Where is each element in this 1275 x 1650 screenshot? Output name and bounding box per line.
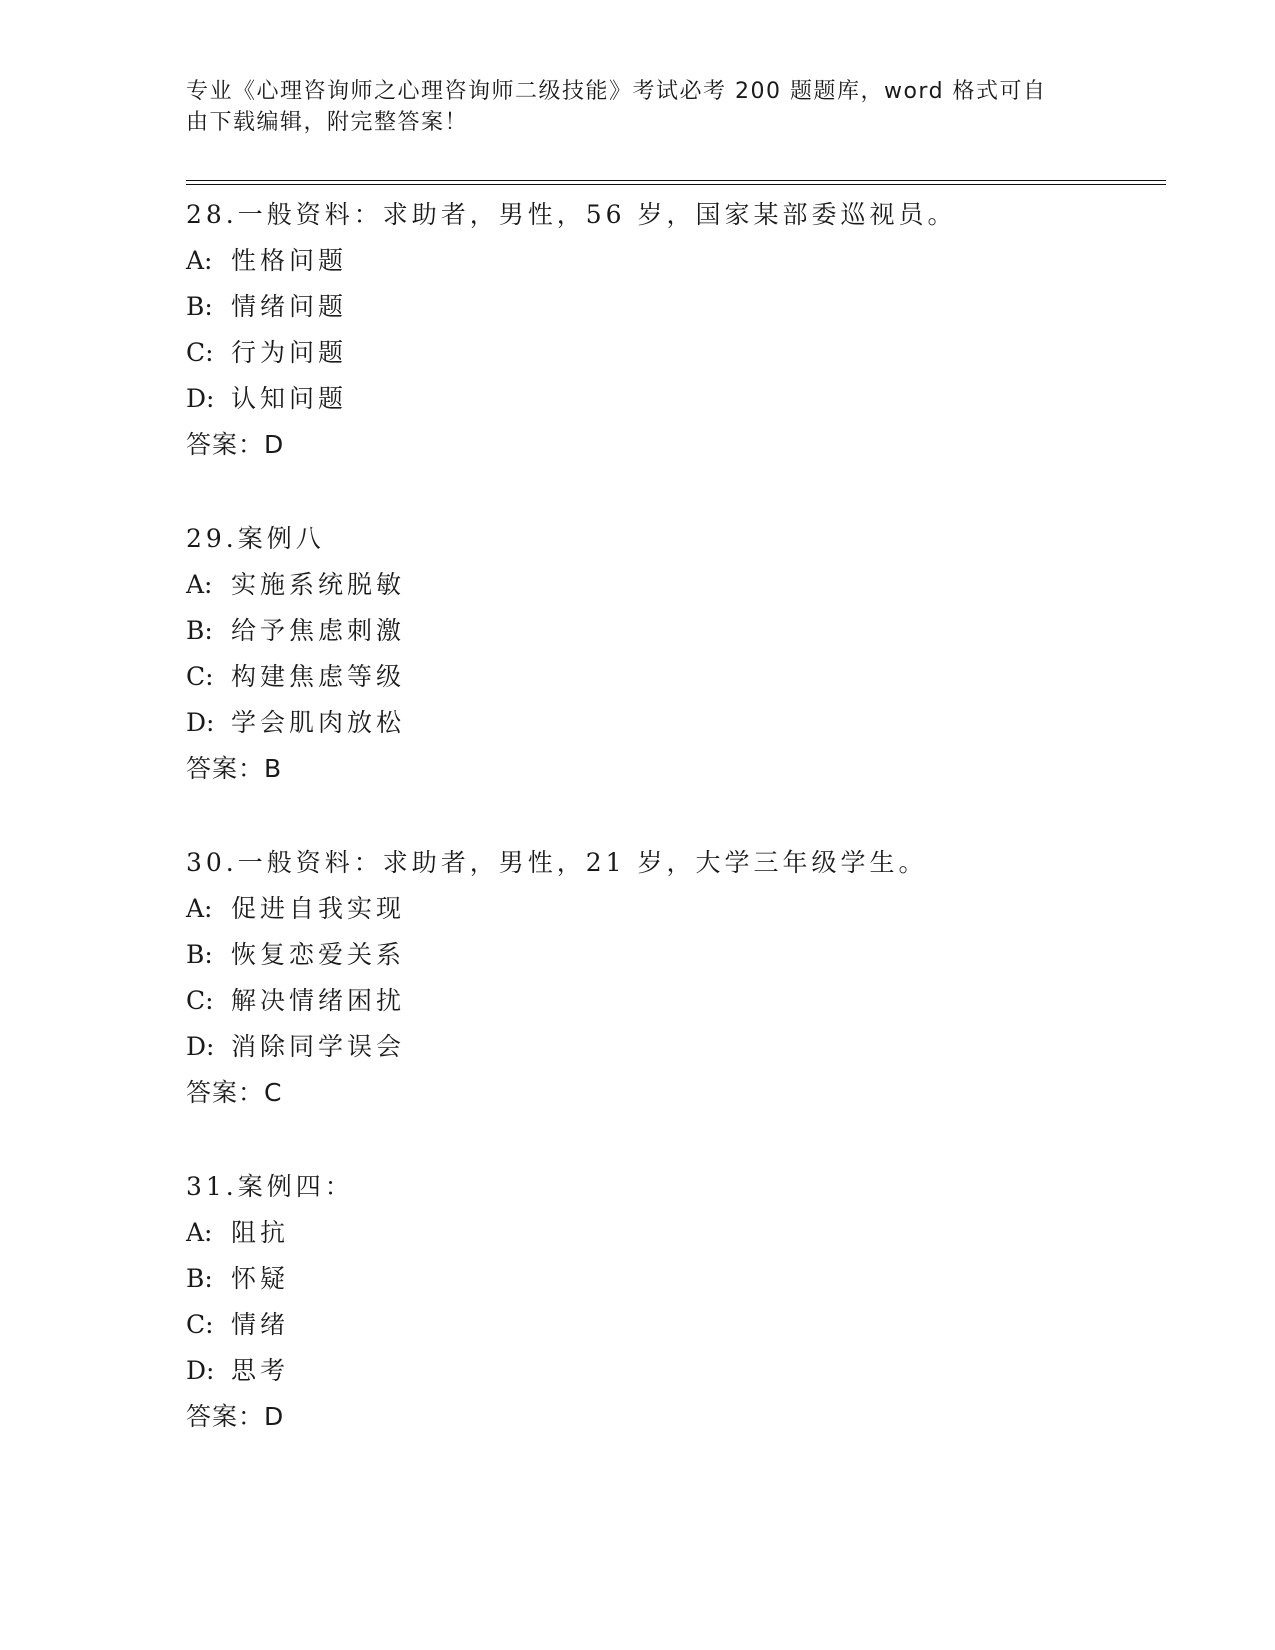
option-letter: A: — [186, 894, 213, 923]
option-text: 实施系统脱敏 — [231, 570, 406, 599]
question-title: 29.案例八 — [186, 524, 325, 553]
option-text: 消除同学误会 — [231, 1032, 406, 1061]
header-divider — [186, 180, 1166, 185]
option-d — [186, 700, 1166, 746]
option-letter: A: — [186, 246, 213, 275]
option-text: 行为问题 — [231, 338, 348, 367]
option-c — [186, 654, 1166, 700]
question-list — [186, 192, 1166, 1488]
option-text: 认知问题 — [231, 384, 348, 413]
option-d — [186, 1348, 1166, 1394]
option-text: 怀疑 — [231, 1264, 290, 1293]
option-letter: C: — [186, 1310, 214, 1339]
question-31 — [186, 1164, 1166, 1440]
option-text: 阻抗 — [231, 1218, 290, 1247]
option-letter: D: — [186, 384, 215, 413]
option-letter: C: — [186, 986, 214, 1015]
option-a — [186, 886, 1166, 932]
option-letter: A: — [186, 1218, 213, 1247]
option-text: 促进自我实现 — [231, 894, 406, 923]
option-b — [186, 608, 1166, 654]
option-c — [186, 978, 1166, 1024]
answer-line: 答案：B — [186, 754, 283, 783]
option-a — [186, 1210, 1166, 1256]
option-text: 思考 — [231, 1356, 290, 1385]
option-letter: D: — [186, 1356, 215, 1385]
option-d — [186, 1024, 1166, 1070]
option-c — [186, 1302, 1166, 1348]
question-title: 31.案例四： — [186, 1172, 354, 1201]
option-c — [186, 330, 1166, 376]
option-b — [186, 1256, 1166, 1302]
option-letter: A: — [186, 570, 213, 599]
question-title: 30.一般资料：求助者，男性，21 岁，大学三年级学生。 — [186, 848, 928, 877]
document-header — [186, 76, 1066, 138]
option-a — [186, 238, 1166, 284]
header-line-2: 由下载编辑，附完整答案！ — [186, 110, 469, 135]
option-b — [186, 932, 1166, 978]
option-text: 情绪问题 — [231, 292, 348, 321]
answer-line: 答案：C — [186, 1078, 283, 1107]
option-letter: B: — [186, 292, 213, 321]
option-text: 恢复恋爱关系 — [231, 940, 406, 969]
option-text: 学会肌肉放松 — [231, 708, 406, 737]
option-letter: B: — [186, 616, 213, 645]
header-line-1: 专业《心理咨询师之心理咨询师二级技能》考试必考 200 题题库，word 格式可自 — [186, 79, 1047, 104]
question-28 — [186, 192, 1166, 468]
option-letter: C: — [186, 662, 214, 691]
question-30 — [186, 840, 1166, 1116]
answer-line: 答案：D — [186, 430, 285, 459]
option-text: 性格问题 — [231, 246, 348, 275]
question-title: 28.一般资料：求助者，男性，56 岁，国家某部委巡视员。 — [186, 200, 957, 229]
option-text: 构建焦虑等级 — [231, 662, 406, 691]
option-letter: D: — [186, 708, 215, 737]
option-letter: D: — [186, 1032, 215, 1061]
option-a — [186, 562, 1166, 608]
answer-line: 答案：D — [186, 1402, 285, 1431]
option-letter: B: — [186, 1264, 213, 1293]
option-letter: B: — [186, 940, 213, 969]
option-text: 解决情绪困扰 — [231, 986, 406, 1015]
question-29 — [186, 516, 1166, 792]
option-text: 给予焦虑刺激 — [231, 616, 406, 645]
option-letter: C: — [186, 338, 214, 367]
option-text: 情绪 — [231, 1310, 290, 1339]
option-d — [186, 376, 1166, 422]
option-b — [186, 284, 1166, 330]
